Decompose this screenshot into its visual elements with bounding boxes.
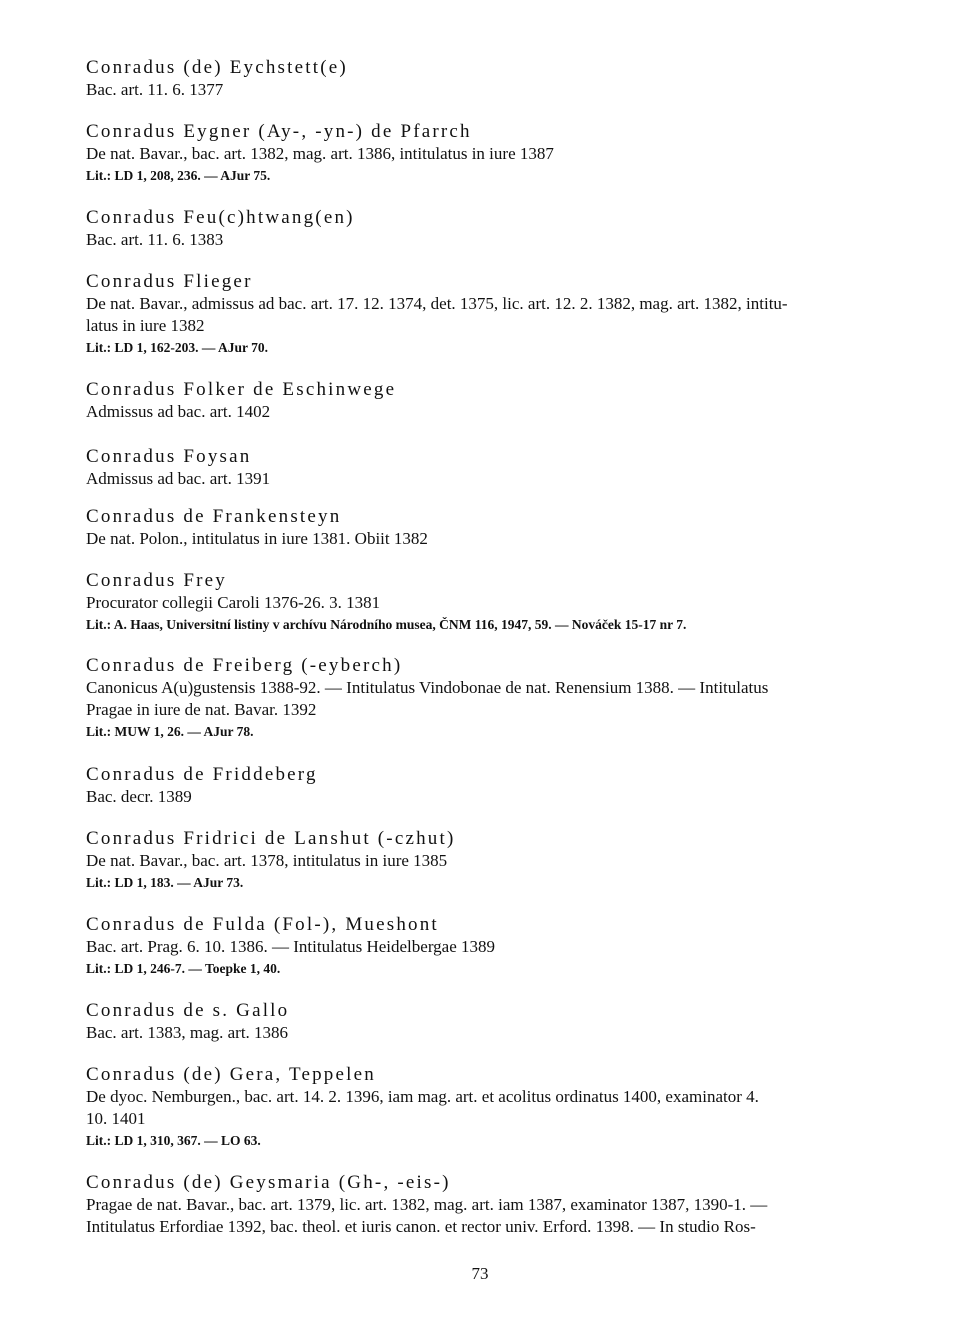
entry-literature: Lit.: A. Haas, Universitní listiny v archívu Národního musea, ČNM 116, 1947, 59. — Nováček 15-17 nr 7.: [86, 617, 687, 632]
entry-literature: Lit.: LD 1, 310, 367. — LO 63.: [86, 1133, 261, 1148]
entry-14: [86, 1172, 896, 1238]
entry-literature: Lit.: MUW 1, 26. — AJur 78.: [86, 724, 254, 739]
entry-text: latus in iure 1382: [86, 316, 205, 335]
entry-name: Conradus Frey: [86, 570, 228, 591]
entry-name: Conradus Eygner (Ay-, -yn-) de Pfarrch: [86, 121, 472, 142]
entry-2: [86, 207, 896, 251]
entry-text: Canonicus A(u)gustensis 1388-92. — Intitulatus Vindobonae de nat. Renensium 1388. — Intitulatus: [86, 678, 769, 697]
entry-1: [86, 121, 896, 187]
entry-text: Bac. decr. 1389: [86, 787, 192, 806]
entry-name: Conradus (de) Gera, Teppelen: [86, 1064, 376, 1085]
entry-text: Intitulatus Erfordiae 1392, bac. theol. et iuris canon. et rector univ. Erford. 1398. — In studio Ros-: [86, 1217, 756, 1236]
entry-3: [86, 271, 896, 359]
entry-text: 10. 1401: [86, 1109, 146, 1128]
entry-name: Conradus de Frankensteyn: [86, 506, 342, 527]
entry-literature: Lit.: LD 1, 162-203. — AJur 70.: [86, 340, 269, 355]
entry-text: Bac. art. 11. 6. 1383: [86, 230, 224, 249]
entry-text: De nat. Bavar., bac. art. 1378, intitulatus in iure 1385: [86, 851, 448, 870]
entry-literature: Lit.: LD 1, 246-7. — Toepke 1, 40.: [86, 961, 281, 976]
entry-text: De dyoc. Nemburgen., bac. art. 14. 2. 1396, iam mag. art. et acolitus ordinatus 1400, examinator 4.: [86, 1087, 759, 1106]
entry-text: Bac. art. 1383, mag. art. 1386: [86, 1023, 289, 1042]
entry-4: [86, 379, 896, 423]
entry-name: Conradus Folker de Eschinwege: [86, 379, 397, 400]
entry-13: [86, 1064, 896, 1152]
page-number: 73: [471, 1264, 489, 1283]
entry-text: De nat. Polon., intitulatus in iure 1381. Obiit 1382: [86, 529, 428, 548]
entry-name: Conradus de s. Gallo: [86, 1000, 290, 1021]
entry-10: [86, 828, 896, 894]
entry-text: De nat. Bavar., bac. art. 1382, mag. art. 1386, intitulatus in iure 1387: [86, 144, 554, 163]
entry-name: Conradus Feu(c)htwang(en): [86, 207, 355, 228]
entry-9: [86, 764, 896, 808]
entry-5: [86, 446, 896, 490]
entry-text: Admissus ad bac. art. 1391: [86, 469, 271, 488]
entry-name: Conradus de Freiberg (-eyberch): [86, 655, 403, 676]
entry-8: [86, 655, 896, 743]
entry-name: Conradus Fridrici de Lanshut (-czhut): [86, 828, 456, 849]
entry-text: Procurator collegii Caroli 1376-26. 3. 1381: [86, 593, 381, 612]
entry-text: Bac. art. 11. 6. 1377: [86, 80, 224, 99]
entry-literature: Lit.: LD 1, 183. — AJur 73.: [86, 875, 244, 890]
entry-text: Pragae de nat. Bavar., bac. art. 1379, lic. art. 1382, mag. art. iam 1387, examinator 1387, 1390-1. —: [86, 1195, 768, 1214]
entry-0: [86, 57, 896, 101]
entry-name: Conradus de Friddeberg: [86, 764, 318, 785]
entry-11: [86, 914, 896, 980]
entry-name: Conradus (de) Geysmaria (Gh-, -eis-): [86, 1172, 451, 1193]
entry-6: [86, 506, 896, 550]
entry-literature: Lit.: LD 1, 208, 236. — AJur 75.: [86, 168, 271, 183]
entry-7: [86, 570, 896, 636]
entry-text: Pragae in iure de nat. Bavar. 1392: [86, 700, 317, 719]
entry-text: De nat. Bavar., admissus ad bac. art. 17. 12. 1374, det. 1375, lic. art. 12. 2. 1382, mag. art. 1382, intitu-: [86, 294, 788, 313]
entry-name: Conradus Foysan: [86, 446, 252, 467]
entry-name: Conradus (de) Eychstett(e): [86, 57, 348, 78]
entry-name: Conradus de Fulda (Fol-), Mueshont: [86, 914, 439, 935]
entry-name: Conradus Flieger: [86, 271, 253, 292]
entry-text: Bac. art. Prag. 6. 10. 1386. — Intitulatus Heidelbergae 1389: [86, 937, 496, 956]
entry-text: Admissus ad bac. art. 1402: [86, 402, 271, 421]
entry-12: [86, 1000, 896, 1044]
